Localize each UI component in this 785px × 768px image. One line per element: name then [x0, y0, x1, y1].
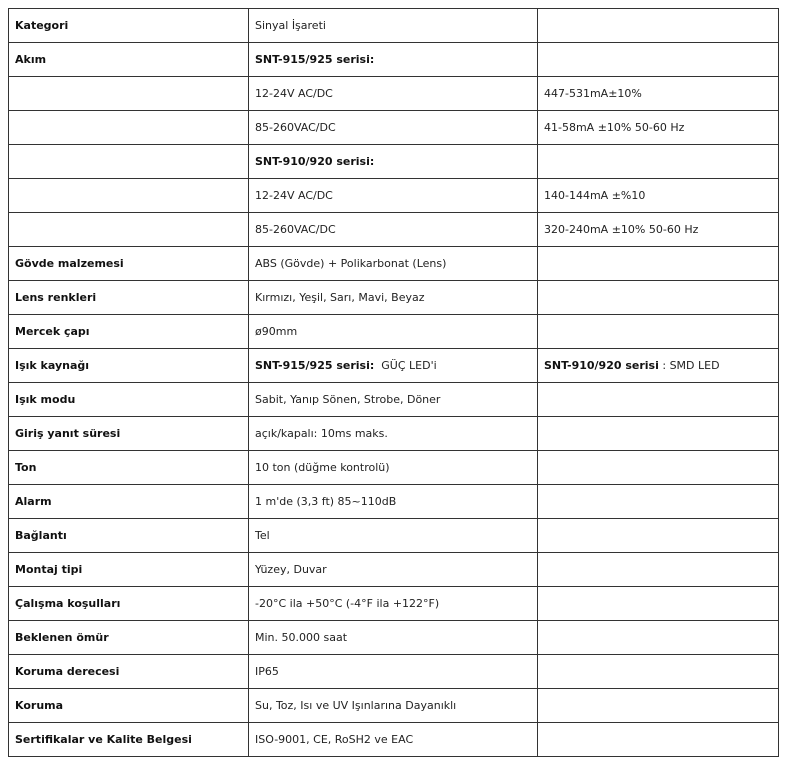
row-extra: 320-240mA ±10% 50-60 Hz — [538, 213, 779, 247]
row-key: Sertifikalar ve Kalite Belgesi — [9, 723, 249, 757]
row-key: Kategori — [9, 9, 249, 43]
row-key: Montaj tipi — [9, 553, 249, 587]
table-row — [9, 111, 779, 145]
row-value: Tel — [249, 519, 538, 553]
table-row — [9, 655, 779, 689]
table-row — [9, 179, 779, 213]
row-extra: 447-531mA±10% — [538, 77, 779, 111]
row-value: IP65 — [249, 655, 538, 689]
row-key: Giriş yanıt süresi — [9, 417, 249, 451]
row-value: 12-24V AC/DC — [249, 179, 538, 213]
table-row — [9, 281, 779, 315]
row-extra — [538, 383, 779, 417]
row-extra — [538, 587, 779, 621]
table-row — [9, 145, 779, 179]
table-row — [9, 9, 779, 43]
row-key: Lens renkleri — [9, 281, 249, 315]
row-extra — [538, 43, 779, 77]
table-row — [9, 315, 779, 349]
row-value: SNT-910/920 serisi: — [249, 145, 538, 179]
row-value: -20°C ila +50°C (-4°F ila +122°F) — [249, 587, 538, 621]
table-row — [9, 723, 779, 757]
row-extra — [538, 247, 779, 281]
table-row — [9, 383, 779, 417]
row-extra — [538, 349, 779, 383]
spec-table — [8, 8, 779, 757]
row-key: Ton — [9, 451, 249, 485]
row-extra — [538, 519, 779, 553]
table-row — [9, 417, 779, 451]
table-row — [9, 451, 779, 485]
row-key: Beklenen ömür — [9, 621, 249, 655]
row-value: 85-260VAC/DC — [249, 111, 538, 145]
row-value: Sabit, Yanıp Sönen, Strobe, Döner — [249, 383, 538, 417]
row-value: Kırmızı, Yeşil, Sarı, Mavi, Beyaz — [249, 281, 538, 315]
row-key — [9, 213, 249, 247]
row-key: Bağlantı — [9, 519, 249, 553]
row-extra — [538, 417, 779, 451]
table-row — [9, 213, 779, 247]
row-value: ABS (Gövde) + Polikarbonat (Lens) — [249, 247, 538, 281]
table-row — [9, 43, 779, 77]
table-row — [9, 77, 779, 111]
row-extra — [538, 9, 779, 43]
row-extra — [538, 145, 779, 179]
series-label: SNT-910/920 serisi — [544, 359, 659, 372]
row-extra — [538, 689, 779, 723]
row-key — [9, 145, 249, 179]
table-row — [9, 621, 779, 655]
row-key: Işık modu — [9, 383, 249, 417]
row-key: Işık kaynağı — [9, 349, 249, 383]
table-row — [9, 553, 779, 587]
table-row — [9, 247, 779, 281]
row-value: ø90mm — [249, 315, 538, 349]
row-value: SNT-915/925 serisi: — [249, 43, 538, 77]
row-key: Akım — [9, 43, 249, 77]
row-extra — [538, 553, 779, 587]
table-row — [9, 485, 779, 519]
row-value: ISO-9001, CE, RoSH2 ve EAC — [249, 723, 538, 757]
row-extra: 41-58mA ±10% 50-60 Hz — [538, 111, 779, 145]
table-row — [9, 587, 779, 621]
table-row — [9, 519, 779, 553]
table-row — [9, 349, 779, 383]
row-key: Çalışma koşulları — [9, 587, 249, 621]
light-source-value: GÜÇ LED'i — [381, 359, 437, 372]
row-extra — [538, 315, 779, 349]
table-row — [9, 689, 779, 723]
row-value: Su, Toz, Isı ve UV Işınlarına Dayanıklı — [249, 689, 538, 723]
row-extra — [538, 451, 779, 485]
row-key — [9, 77, 249, 111]
row-value: 12-24V AC/DC — [249, 77, 538, 111]
row-value: açık/kapalı: 10ms maks. — [249, 417, 538, 451]
row-extra — [538, 723, 779, 757]
row-value: Min. 50.000 saat — [249, 621, 538, 655]
row-value — [249, 349, 538, 383]
row-value: Sinyal İşareti — [249, 9, 538, 43]
row-key: Gövde malzemesi — [9, 247, 249, 281]
row-extra: 140-144mA ±%10 — [538, 179, 779, 213]
row-extra — [538, 621, 779, 655]
row-extra — [538, 281, 779, 315]
row-key: Alarm — [9, 485, 249, 519]
row-value: 10 ton (düğme kontrolü) — [249, 451, 538, 485]
row-extra — [538, 655, 779, 689]
row-key — [9, 179, 249, 213]
row-key: Mercek çapı — [9, 315, 249, 349]
row-key: Koruma — [9, 689, 249, 723]
row-value: 85-260VAC/DC — [249, 213, 538, 247]
row-key: Koruma derecesi — [9, 655, 249, 689]
series-label: SNT-915/925 serisi: — [255, 359, 375, 372]
row-value: Yüzey, Duvar — [249, 553, 538, 587]
row-extra — [538, 485, 779, 519]
light-source-value: : SMD LED — [658, 359, 720, 372]
row-key — [9, 111, 249, 145]
row-value: 1 m'de (3,3 ft) 85~110dB — [249, 485, 538, 519]
